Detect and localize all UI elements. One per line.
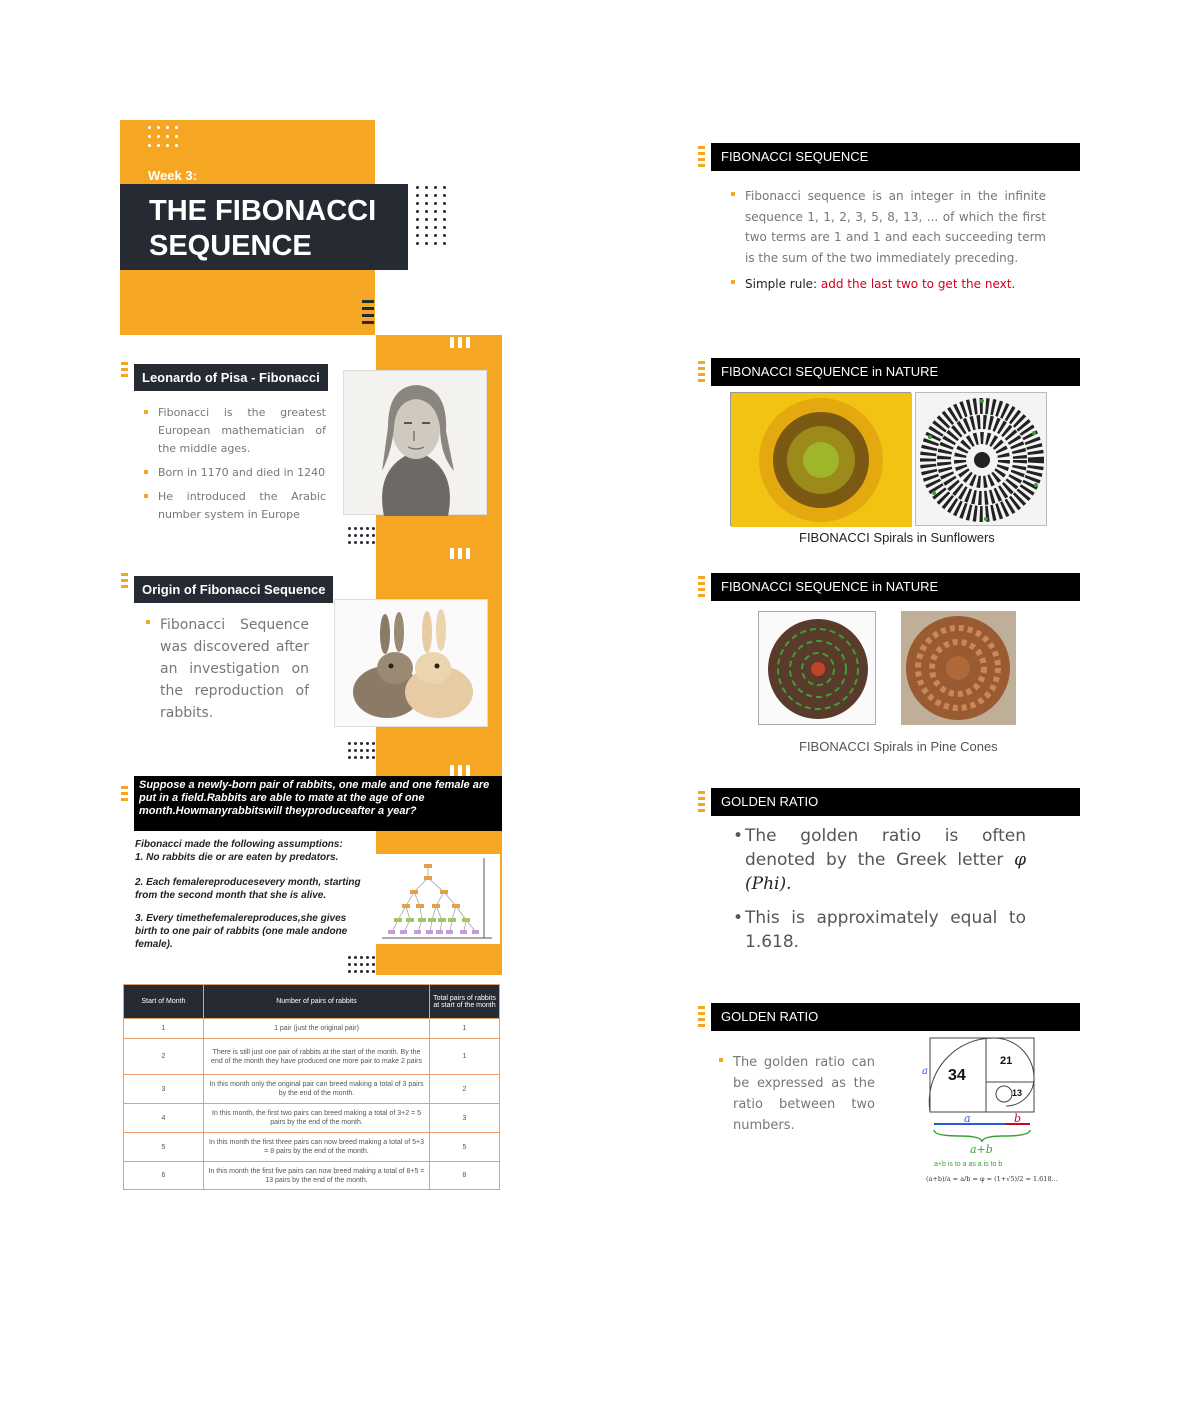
phi-text: The golden ratio is often denoted by the Greek letter [745,826,1026,870]
tick [120,238,130,241]
table-row [124,1039,500,1075]
decor-dots [416,186,446,245]
table-row [124,1162,500,1190]
fib-number-34: 34 [948,1067,966,1084]
table-cell: 2 [430,1075,500,1104]
list-item: Fibonacci Sequence was discovered after an investigation on the reproduction of rabbits. [146,614,309,724]
list-item: Fibonacci is the greatest European mathematician of the middle ages. [144,404,326,458]
table-cell: 1 [430,1019,500,1039]
assumptions [135,838,371,951]
bullet-dot: • [733,908,744,928]
fib-number-13: 13 [1012,1088,1023,1098]
list-item [731,274,1046,295]
table-row [124,1019,500,1039]
table-header: Total pairs of rabbits at start of the month [430,985,500,1019]
list-item: Fibonacci sequence is an integer in the infinite sequence 1, 1, 2, 3, 5, 8, 13, ... of which the first two terms are 1 and 1 and each succeeding term is the sum of the two immediately preceding. [731,186,1046,268]
table-cell: 8 [430,1162,500,1190]
table-cell: 4 [124,1104,204,1133]
decor-dots [148,126,178,147]
bullet-dot: • [733,826,744,846]
table-cell: 2 [124,1039,204,1075]
table-row [124,1133,500,1162]
leonardo-bullets [144,404,326,530]
origin-bullets [146,614,309,730]
decor-dots [348,742,375,759]
slide-header: GOLDEN RATIO [711,788,1080,816]
decor-dots [348,956,375,973]
table-header: Number of pairs of rabbits [204,985,430,1019]
rabbit-tree-diagram [374,854,500,944]
table-row [124,1075,500,1104]
phi-symbol: φ (Phi). [745,850,1026,894]
ratio-relation: a+b is to a as a is to b [934,1161,1003,1168]
slide-marker [698,1006,705,1030]
table-cell: 1 [430,1039,500,1075]
assumption-3: 3. Every timethefemalereproduces,she gives birth to one pair of rabbits (one male andone female). [135,913,348,950]
slide-marker [698,146,705,170]
table-cell: 5 [124,1133,204,1162]
table-cell: There is still just one pair of rabbits at the start of the month. By the end of the month they have produced one more pair to make 2 pairs [204,1039,430,1075]
rabbit-table [123,984,500,1190]
fibonacci-portrait [343,370,487,515]
approx-text: This is approximately equal to 1.618. [745,908,1026,952]
section-marker [121,786,128,801]
slide-header: FIBONACCI SEQUENCE in NATURE [711,573,1080,601]
label-a: a [964,1112,971,1125]
week-label: Week 3: [148,168,197,183]
assumptions-intro: Fibonacci made the following assumptions: [135,839,343,850]
label-a-plus-b: a+b [970,1143,993,1156]
decor-bars [450,548,470,559]
table-cell: 3 [124,1075,204,1104]
list-item: The golden ratio can be expressed as the ratio between two numbers. [719,1052,875,1136]
sequence-bullets [731,186,1046,301]
table-cell: In this month the first three pairs can now breed making a total of 5+3 = 8 pairs by the end of the month. [204,1133,430,1162]
table-cell: 3 [430,1104,500,1133]
pinecone-spiral-image [758,611,876,725]
pinecone-image [901,611,1016,725]
decor-bars [450,765,470,776]
table-cell: In this month, the first two pairs can breed making a total of 3+2 = 5 pairs by the end of the month. [204,1104,430,1133]
tick [120,230,130,233]
slide-header: FIBONACCI SEQUENCE in NATURE [711,358,1080,386]
ratio-bullets [719,1052,875,1142]
table-cell: 5 [430,1133,500,1162]
leonardo-label: Leonardo of Pisa - Fibonacci [134,364,328,391]
table-row [124,1104,500,1133]
tick [120,214,130,217]
rabbits-image [334,599,488,727]
table-cell: In this month the first five pairs can now breed making a total of 8+5 = 13 pairs by the end of the month. [204,1162,430,1190]
decor-bars [362,300,374,324]
page-title [149,194,376,264]
table-cell: 1 [124,1019,204,1039]
pinecone-caption: FIBONACCI Spirals in Pine Cones [799,739,998,754]
rule-text: add the last two to get the next. [820,277,1016,291]
label-a-vertical: a [922,1066,928,1077]
fib-number-21: 21 [1000,1055,1013,1067]
ratio-formula: (a+b)/a = a/b = φ = (1+√5)/2 = 1.618... [926,1175,1058,1183]
title-line-1: THE FIBONACCI [149,195,377,227]
rule-label: Simple rule: [745,277,821,291]
sunflower-image [730,392,911,526]
decor-dots [348,527,375,544]
problem-box: Suppose a newly-born pair of rabbits, one male and one female are put in a field.Rabbits are able to mate at the age of one month.Howmanyrabbitswill theyproduceafter a year? [134,776,502,831]
sunflower-caption: FIBONACCI Spirals in Sunflowers [799,530,995,545]
slide-header: GOLDEN RATIO [711,1003,1080,1031]
list-item: He introduced the Arabic number system in Europe [144,488,326,524]
table-cell: 1 pair (just the original pair) [204,1019,430,1039]
label-b: b [1014,1112,1022,1125]
slide-marker [698,361,705,385]
tick [120,222,130,225]
list-item: Born in 1170 and died in 1240 [144,464,326,482]
assumption-2: 2. Each femalereproducesevery month, starting from the second month that she is alive. [135,877,361,901]
table-header-row [124,985,500,1019]
golden-spiral-diagram [920,1036,1058,1188]
golden-ratio-bullets [733,824,1026,954]
decor-bars [450,337,470,348]
table-header: Start of Month [124,985,204,1019]
list-item [733,824,1026,896]
slide-header: FIBONACCI SEQUENCE [711,143,1080,171]
slide-marker [698,791,705,815]
section-marker [121,573,128,588]
sunflower-spiral-diagram [915,392,1047,526]
assumption-1: 1. No rabbits die or are eaten by predators. [135,852,339,863]
tick [120,206,130,209]
table-cell: 6 [124,1162,204,1190]
table-cell: In this month only the original pair can breed making a total of 3 pairs by the end of the month. [204,1075,430,1104]
origin-label: Origin of Fibonacci Sequence [134,576,333,603]
section-marker [121,362,128,377]
slide-marker [698,576,705,600]
title-line-2: SEQUENCE [149,230,312,262]
list-item [733,906,1026,954]
